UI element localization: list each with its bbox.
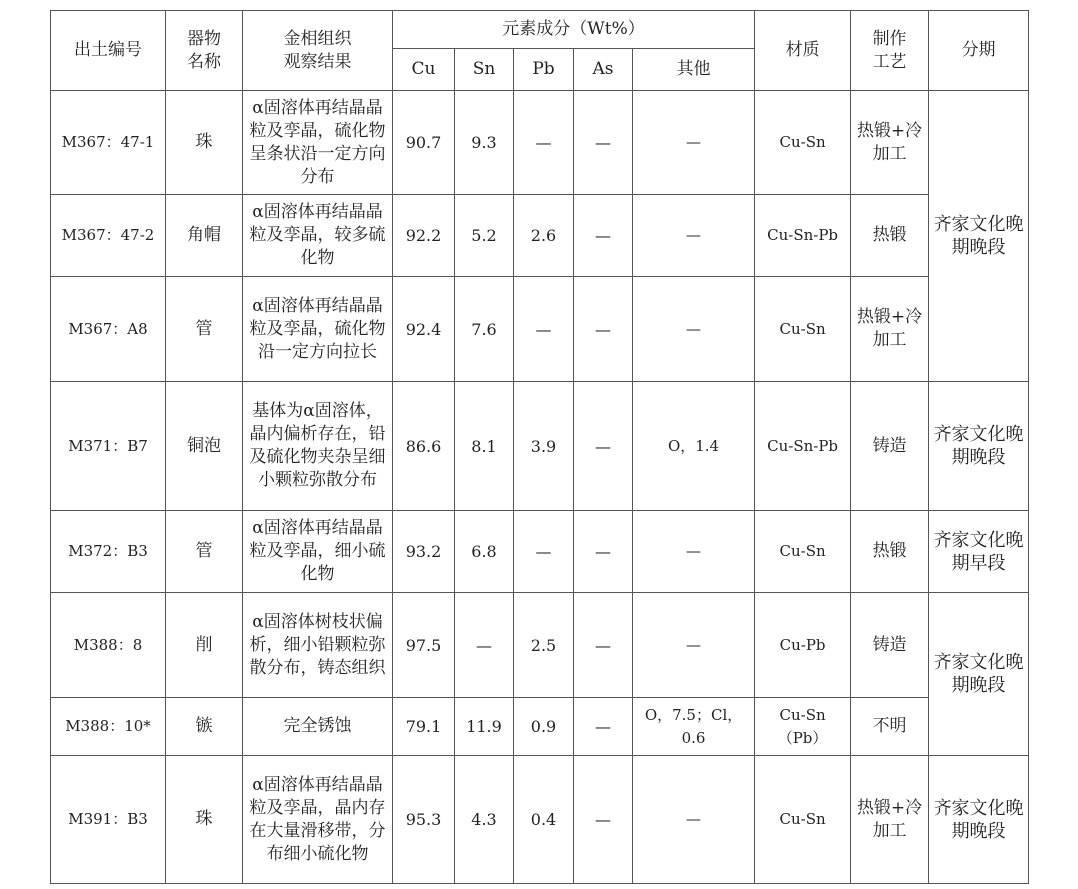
cell-desc: α固溶体再结晶晶粒及孪晶，较多硫化物: [243, 195, 393, 277]
header-id: 出土编号: [51, 11, 166, 91]
cell-material: Cu-Sn: [755, 277, 851, 382]
cell-id: M367：A8: [51, 277, 166, 382]
header-craft: 制作 工艺: [851, 11, 929, 91]
header-metallography: 金相组织 观察结果: [243, 11, 393, 91]
metallography-table: [50, 10, 1029, 884]
header-other: 其他: [633, 49, 755, 91]
table-row: [51, 698, 1029, 756]
cell-material: Cu-Sn（Pb）: [755, 698, 851, 756]
cell-other: —: [633, 91, 755, 195]
cell-cu: 79.1: [393, 698, 455, 756]
cell-craft: 热锻: [851, 511, 929, 593]
cell-material: Cu-Sn: [755, 511, 851, 593]
cell-period: 齐家文化晚期晚段: [929, 382, 1029, 511]
table-row: [51, 91, 1029, 195]
cell-period: 齐家文化晚期早段: [929, 511, 1029, 593]
cell-sn: 7.6: [455, 277, 514, 382]
cell-other: —: [633, 195, 755, 277]
cell-craft: 热锻+冷加工: [851, 756, 929, 884]
cell-sn: 8.1: [455, 382, 514, 511]
cell-cu: 92.2: [393, 195, 455, 277]
cell-name: 铜泡: [166, 382, 243, 511]
cell-as: —: [574, 511, 633, 593]
cell-cu: 95.3: [393, 756, 455, 884]
cell-other: —: [633, 511, 755, 593]
cell-pb: —: [514, 91, 574, 195]
cell-other: O，7.5；Cl，0.6: [633, 698, 755, 756]
cell-pb: 2.5: [514, 593, 574, 698]
cell-id: M367：47-1: [51, 91, 166, 195]
cell-desc: α固溶体再结晶晶粒及孪晶，晶内存在大量滑移带，分布细小硫化物: [243, 756, 393, 884]
cell-material: Cu-Sn-Pb: [755, 195, 851, 277]
cell-sn: 6.8: [455, 511, 514, 593]
cell-pb: 0.9: [514, 698, 574, 756]
cell-craft: 铸造: [851, 382, 929, 511]
header-as: As: [574, 49, 633, 91]
cell-sn: 11.9: [455, 698, 514, 756]
table-row: [51, 511, 1029, 593]
cell-craft: 热锻+冷加工: [851, 277, 929, 382]
cell-name: 角帽: [166, 195, 243, 277]
header-pb: Pb: [514, 49, 574, 91]
cell-material: Cu-Pb: [755, 593, 851, 698]
cell-other: O，1.4: [633, 382, 755, 511]
cell-other: —: [633, 277, 755, 382]
cell-cu: 97.5: [393, 593, 455, 698]
cell-sn: 5.2: [455, 195, 514, 277]
header-cu: Cu: [393, 49, 455, 91]
cell-name: 管: [166, 511, 243, 593]
cell-other: —: [633, 756, 755, 884]
cell-period: 齐家文化晚期晚段: [929, 91, 1029, 382]
cell-period: 齐家文化晚期晚段: [929, 756, 1029, 884]
cell-as: —: [574, 382, 633, 511]
cell-desc: α固溶体再结晶晶粒及孪晶，硫化物呈条状沿一定方向分布: [243, 91, 393, 195]
cell-sn: 9.3: [455, 91, 514, 195]
cell-pb: —: [514, 277, 574, 382]
cell-pb: 2.6: [514, 195, 574, 277]
header-elements: 元素成分（Wt%）: [393, 11, 755, 49]
cell-craft: 热锻: [851, 195, 929, 277]
cell-as: —: [574, 698, 633, 756]
cell-craft: 不明: [851, 698, 929, 756]
cell-cu: 93.2: [393, 511, 455, 593]
cell-name: 管: [166, 277, 243, 382]
table-row: [51, 593, 1029, 698]
header-name: 器物 名称: [166, 11, 243, 91]
cell-as: —: [574, 593, 633, 698]
cell-desc: α固溶体再结晶晶粒及孪晶，硫化物沿一定方向拉长: [243, 277, 393, 382]
cell-desc: α固溶体树枝状偏析，细小铅颗粒弥散分布，铸态组织: [243, 593, 393, 698]
cell-id: M388：10*: [51, 698, 166, 756]
table-row: [51, 277, 1029, 382]
cell-cu: 92.4: [393, 277, 455, 382]
cell-id: M391：B3: [51, 756, 166, 884]
cell-cu: 90.7: [393, 91, 455, 195]
header-sn: Sn: [455, 49, 514, 91]
cell-craft: 热锻+冷加工: [851, 91, 929, 195]
cell-name: 珠: [166, 91, 243, 195]
cell-id: M388：8: [51, 593, 166, 698]
cell-sn: —: [455, 593, 514, 698]
cell-pb: 0.4: [514, 756, 574, 884]
table-row: [51, 195, 1029, 277]
cell-material: Cu-Sn-Pb: [755, 382, 851, 511]
cell-desc: α固溶体再结晶晶粒及孪晶，细小硫化物: [243, 511, 393, 593]
cell-name: 珠: [166, 756, 243, 884]
cell-desc: 基体为α固溶体，晶内偏析存在，铅及硫化物夹杂呈细小颗粒弥散分布: [243, 382, 393, 511]
cell-cu: 86.6: [393, 382, 455, 511]
cell-id: M367：47-2: [51, 195, 166, 277]
cell-name: 削: [166, 593, 243, 698]
cell-material: Cu-Sn: [755, 91, 851, 195]
cell-craft: 铸造: [851, 593, 929, 698]
header-material: 材质: [755, 11, 851, 91]
cell-material: Cu-Sn: [755, 756, 851, 884]
cell-pb: 3.9: [514, 382, 574, 511]
cell-as: —: [574, 277, 633, 382]
cell-as: —: [574, 91, 633, 195]
cell-desc: 完全锈蚀: [243, 698, 393, 756]
cell-other: —: [633, 593, 755, 698]
cell-name: 镞: [166, 698, 243, 756]
header-period: 分期: [929, 11, 1029, 91]
cell-id: M372：B3: [51, 511, 166, 593]
cell-as: —: [574, 756, 633, 884]
table-row: [51, 382, 1029, 511]
cell-pb: —: [514, 511, 574, 593]
cell-as: —: [574, 195, 633, 277]
cell-id: M371：B7: [51, 382, 166, 511]
cell-period: 齐家文化晚期晚段: [929, 593, 1029, 756]
cell-sn: 4.3: [455, 756, 514, 884]
table-row: [51, 756, 1029, 884]
